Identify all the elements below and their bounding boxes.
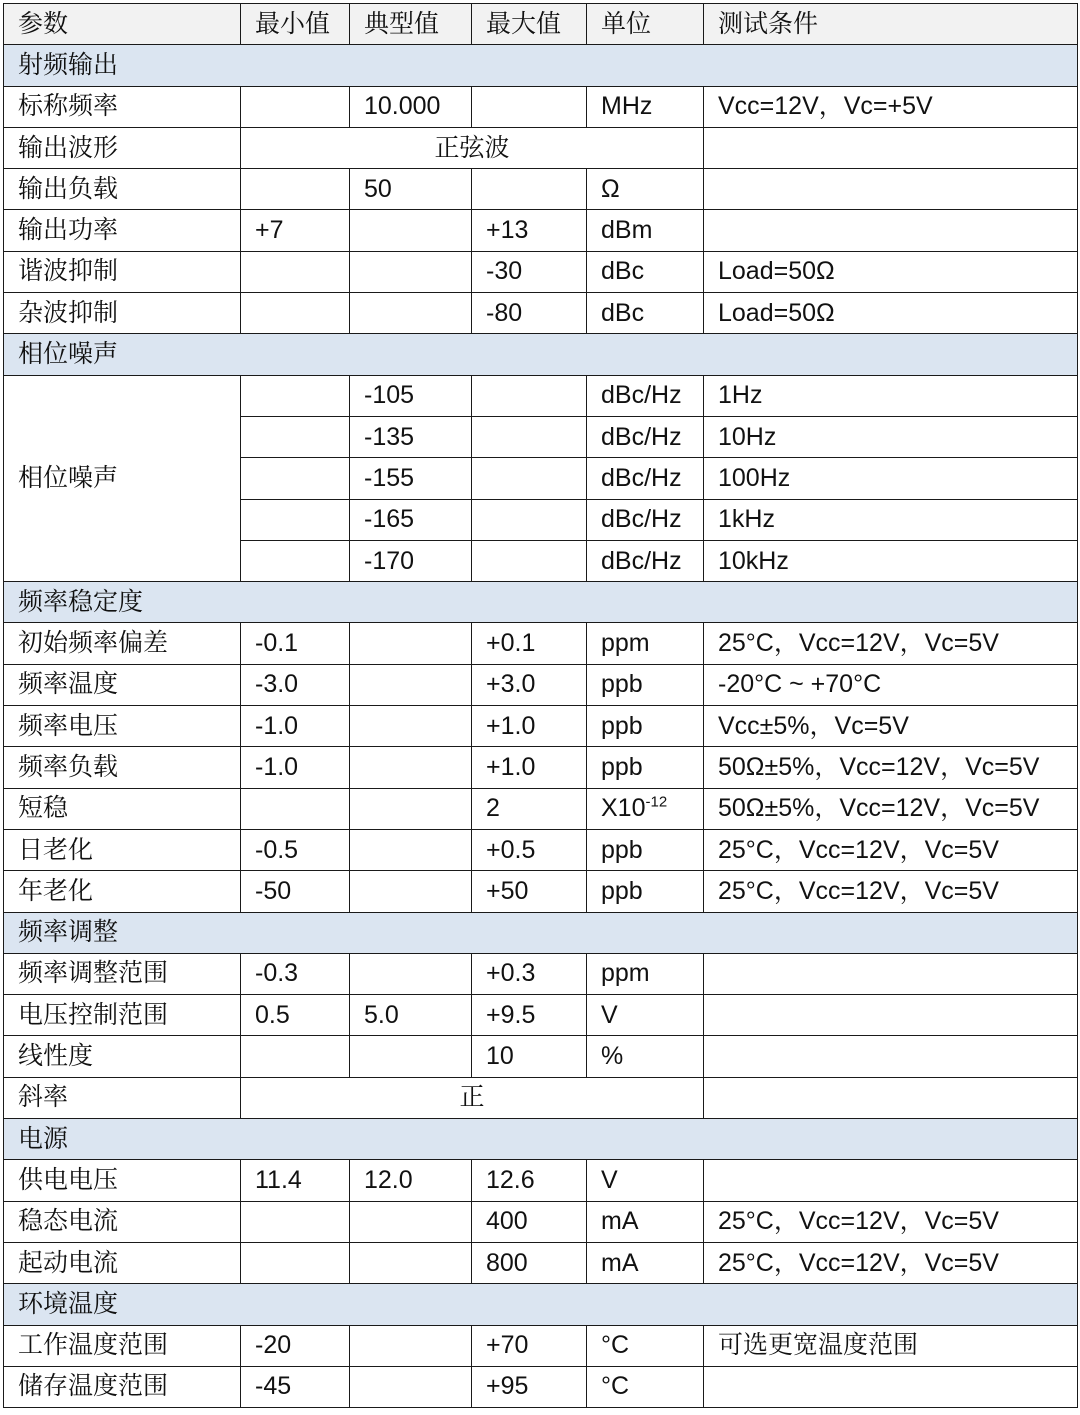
max-cell: 10 — [472, 1036, 587, 1077]
unit-exponent: -12 — [645, 793, 668, 811]
max-cell — [472, 169, 587, 210]
header-row — [4, 4, 1078, 45]
merged-value-cell: 正弦波 — [241, 127, 704, 168]
section-environment — [4, 1284, 1078, 1325]
max-cell: +1.0 — [472, 706, 587, 747]
min-cell: -50 — [241, 871, 350, 912]
max-cell: 12.6 — [472, 1160, 587, 1201]
min-cell — [241, 375, 350, 416]
min-cell: 11.4 — [241, 1160, 350, 1201]
table-row — [4, 871, 1078, 912]
table-row — [4, 1325, 1078, 1366]
param-name: 输出功率 — [4, 210, 241, 251]
header-typ: 典型值 — [350, 4, 472, 45]
spec-table — [3, 3, 1078, 1408]
unit-cell: Ω — [587, 169, 704, 210]
max-cell: +0.3 — [472, 953, 587, 994]
max-cell: +70 — [472, 1325, 587, 1366]
min-cell — [241, 499, 350, 540]
param-name: 储存温度范围 — [4, 1366, 241, 1407]
unit-cell: % — [587, 1036, 704, 1077]
min-cell: -1.0 — [241, 747, 350, 788]
table-row — [4, 953, 1078, 994]
section-title: 环境温度 — [4, 1284, 1078, 1325]
max-cell — [472, 499, 587, 540]
cond-cell — [704, 1160, 1078, 1201]
cond-cell — [704, 1366, 1078, 1407]
typ-cell: -165 — [350, 499, 472, 540]
table-row — [4, 1242, 1078, 1283]
section-stability — [4, 582, 1078, 623]
header-unit: 单位 — [587, 4, 704, 45]
typ-cell — [350, 1366, 472, 1407]
unit-cell: V — [587, 1160, 704, 1201]
section-adjustment — [4, 912, 1078, 953]
typ-cell: 5.0 — [350, 995, 472, 1036]
min-cell: -0.3 — [241, 953, 350, 994]
cond-cell: 50Ω±5%，Vcc=12V，Vc=5V — [704, 788, 1078, 829]
cond-cell: 25°C，Vcc=12V，Vc=5V — [704, 1242, 1078, 1283]
param-name: 相位噪声 — [4, 375, 241, 581]
max-cell — [472, 86, 587, 127]
min-cell: -0.1 — [241, 623, 350, 664]
table-row — [4, 251, 1078, 292]
param-name: 短稳 — [4, 788, 241, 829]
header-max: 最大值 — [472, 4, 587, 45]
param-name: 日老化 — [4, 829, 241, 870]
min-cell: -3.0 — [241, 664, 350, 705]
unit-cell: dBc — [587, 293, 704, 334]
max-cell: 400 — [472, 1201, 587, 1242]
typ-cell: 12.0 — [350, 1160, 472, 1201]
max-cell: +3.0 — [472, 664, 587, 705]
max-cell: +13 — [472, 210, 587, 251]
section-title: 频率稳定度 — [4, 582, 1078, 623]
cond-cell — [704, 1077, 1078, 1118]
cond-cell: 1Hz — [704, 375, 1078, 416]
cond-cell: 10Hz — [704, 416, 1078, 457]
cond-cell: 25°C，Vcc=12V，Vc=5V — [704, 829, 1078, 870]
table-row — [4, 829, 1078, 870]
table-row — [4, 293, 1078, 334]
param-name: 斜率 — [4, 1077, 241, 1118]
max-cell: 800 — [472, 1242, 587, 1283]
typ-cell — [350, 788, 472, 829]
unit-cell: dBc/Hz — [587, 540, 704, 581]
max-cell — [472, 375, 587, 416]
max-cell — [472, 416, 587, 457]
typ-cell — [350, 251, 472, 292]
table-row — [4, 210, 1078, 251]
header-param: 参数 — [4, 4, 241, 45]
merged-value-cell: 正 — [241, 1077, 704, 1118]
min-cell: -0.5 — [241, 829, 350, 870]
param-name: 杂波抑制 — [4, 293, 241, 334]
section-power — [4, 1119, 1078, 1160]
unit-cell: V — [587, 995, 704, 1036]
unit-cell: ppb — [587, 747, 704, 788]
min-cell: -20 — [241, 1325, 350, 1366]
table-row — [4, 1201, 1078, 1242]
cond-cell — [704, 169, 1078, 210]
param-name: 谐波抑制 — [4, 251, 241, 292]
cond-cell: 50Ω±5%，Vcc=12V，Vc=5V — [704, 747, 1078, 788]
typ-cell — [350, 210, 472, 251]
header-cond: 测试条件 — [704, 4, 1078, 45]
table-row — [4, 747, 1078, 788]
param-name: 年老化 — [4, 871, 241, 912]
param-name: 线性度 — [4, 1036, 241, 1077]
typ-cell: -135 — [350, 416, 472, 457]
param-name: 输出负载 — [4, 169, 241, 210]
min-cell — [241, 416, 350, 457]
min-cell — [241, 86, 350, 127]
min-cell — [241, 458, 350, 499]
table-row — [4, 1036, 1078, 1077]
unit-cell: dBc/Hz — [587, 499, 704, 540]
table-row — [4, 375, 1078, 416]
table-row — [4, 86, 1078, 127]
unit-cell: dBc/Hz — [587, 416, 704, 457]
section-title: 频率调整 — [4, 912, 1078, 953]
min-cell — [241, 540, 350, 581]
max-cell: -30 — [472, 251, 587, 292]
typ-cell: -155 — [350, 458, 472, 499]
unit-cell — [587, 788, 704, 829]
table-row — [4, 169, 1078, 210]
max-cell: +1.0 — [472, 747, 587, 788]
typ-cell — [350, 953, 472, 994]
min-cell — [241, 1036, 350, 1077]
cond-cell: 100Hz — [704, 458, 1078, 499]
typ-cell — [350, 1201, 472, 1242]
typ-cell — [350, 829, 472, 870]
typ-cell: -170 — [350, 540, 472, 581]
param-name: 电压控制范围 — [4, 995, 241, 1036]
cond-cell — [704, 953, 1078, 994]
unit-cell: dBm — [587, 210, 704, 251]
cond-cell: Vcc±5%，Vc=5V — [704, 706, 1078, 747]
cond-cell: -20°C ~ +70°C — [704, 664, 1078, 705]
typ-cell — [350, 706, 472, 747]
unit-base: X10 — [601, 794, 646, 823]
param-name: 标称频率 — [4, 86, 241, 127]
table-row — [4, 623, 1078, 664]
min-cell — [241, 251, 350, 292]
max-cell: -80 — [472, 293, 587, 334]
min-cell — [241, 788, 350, 829]
max-cell: +9.5 — [472, 995, 587, 1036]
max-cell: +50 — [472, 871, 587, 912]
unit-cell: dBc/Hz — [587, 375, 704, 416]
section-phase-noise — [4, 334, 1078, 375]
cond-cell: 25°C，Vcc=12V，Vc=5V — [704, 1201, 1078, 1242]
unit-cell: ppb — [587, 664, 704, 705]
cond-cell: Load=50Ω — [704, 251, 1078, 292]
table-row — [4, 127, 1078, 168]
table-row — [4, 1160, 1078, 1201]
min-cell — [241, 169, 350, 210]
param-name: 频率电压 — [4, 706, 241, 747]
param-name: 频率负载 — [4, 747, 241, 788]
table-row — [4, 788, 1078, 829]
table-row — [4, 664, 1078, 705]
max-cell: +0.5 — [472, 829, 587, 870]
cond-cell: 10kHz — [704, 540, 1078, 581]
unit-cell: °C — [587, 1366, 704, 1407]
cond-cell — [704, 210, 1078, 251]
unit-cell: dBc — [587, 251, 704, 292]
cond-cell — [704, 127, 1078, 168]
param-name: 输出波形 — [4, 127, 241, 168]
cond-cell — [704, 995, 1078, 1036]
unit-cell: °C — [587, 1325, 704, 1366]
max-cell — [472, 540, 587, 581]
unit-cell: ppb — [587, 829, 704, 870]
section-title: 相位噪声 — [4, 334, 1078, 375]
unit-cell: dBc/Hz — [587, 458, 704, 499]
cond-cell: Vcc=12V，Vc=+5V — [704, 86, 1078, 127]
typ-cell — [350, 293, 472, 334]
cond-cell: Load=50Ω — [704, 293, 1078, 334]
max-cell: +0.1 — [472, 623, 587, 664]
cond-cell — [704, 1036, 1078, 1077]
param-name: 供电电压 — [4, 1160, 241, 1201]
section-rf — [4, 45, 1078, 86]
max-cell — [472, 458, 587, 499]
unit-cell: ppm — [587, 623, 704, 664]
typ-cell: -105 — [350, 375, 472, 416]
unit-cell: ppm — [587, 953, 704, 994]
typ-cell: 10.000 — [350, 86, 472, 127]
cond-cell: 可选更宽温度范围 — [704, 1325, 1078, 1366]
typ-cell — [350, 747, 472, 788]
min-cell: 0.5 — [241, 995, 350, 1036]
section-title: 电源 — [4, 1119, 1078, 1160]
min-cell — [241, 1242, 350, 1283]
typ-cell — [350, 1036, 472, 1077]
unit-cell: ppb — [587, 871, 704, 912]
typ-cell — [350, 1242, 472, 1283]
unit-cell: ppb — [587, 706, 704, 747]
min-cell: -1.0 — [241, 706, 350, 747]
cond-cell: 25°C，Vcc=12V，Vc=5V — [704, 623, 1078, 664]
param-name: 稳态电流 — [4, 1201, 241, 1242]
typ-cell — [350, 664, 472, 705]
min-cell — [241, 1201, 350, 1242]
header-min: 最小值 — [241, 4, 350, 45]
max-cell: 2 — [472, 788, 587, 829]
param-name: 频率温度 — [4, 664, 241, 705]
min-cell: -45 — [241, 1366, 350, 1407]
typ-cell — [350, 871, 472, 912]
table-row — [4, 1366, 1078, 1407]
cond-cell: 1kHz — [704, 499, 1078, 540]
table-row — [4, 706, 1078, 747]
typ-cell: 50 — [350, 169, 472, 210]
max-cell: +95 — [472, 1366, 587, 1407]
unit-cell: mA — [587, 1201, 704, 1242]
unit-cell: MHz — [587, 86, 704, 127]
typ-cell — [350, 623, 472, 664]
unit-cell: mA — [587, 1242, 704, 1283]
param-name: 初始频率偏差 — [4, 623, 241, 664]
table-row — [4, 1077, 1078, 1118]
param-name: 起动电流 — [4, 1242, 241, 1283]
param-name: 频率调整范围 — [4, 953, 241, 994]
table-row — [4, 995, 1078, 1036]
section-title: 射频输出 — [4, 45, 1078, 86]
param-name: 工作温度范围 — [4, 1325, 241, 1366]
typ-cell — [350, 1325, 472, 1366]
cond-cell: 25°C，Vcc=12V，Vc=5V — [704, 871, 1078, 912]
min-cell — [241, 293, 350, 334]
min-cell: +7 — [241, 210, 350, 251]
